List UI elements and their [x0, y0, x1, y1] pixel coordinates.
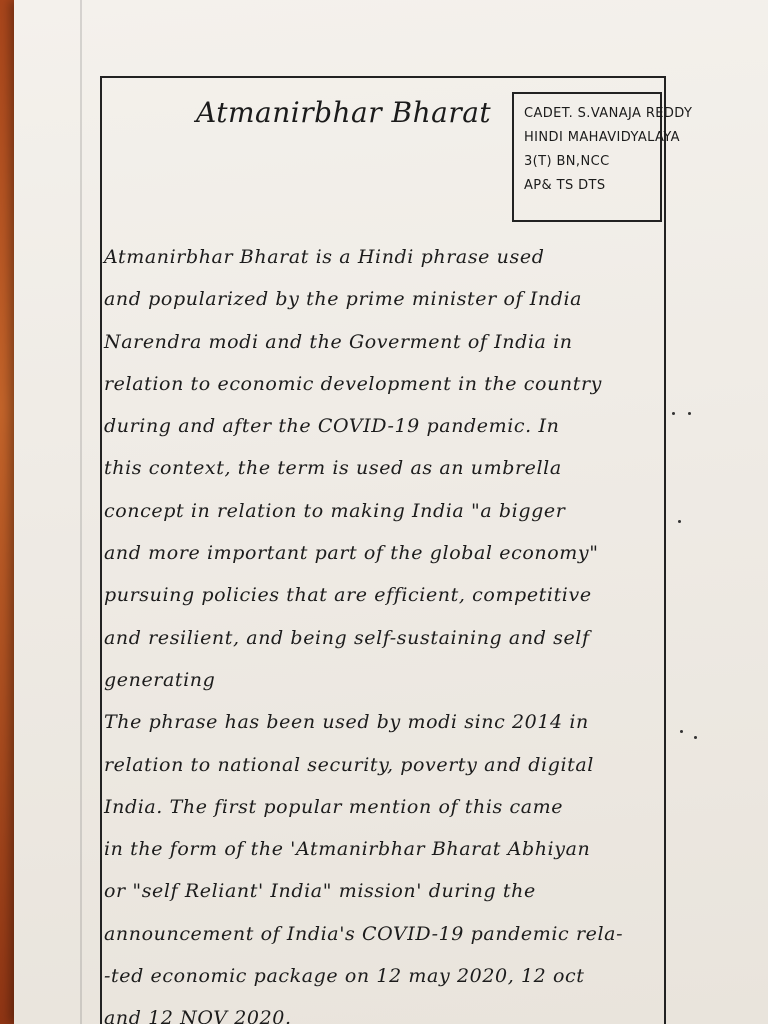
body-line: generating: [104, 668, 216, 691]
body-line: or "self Reliant' India" mission' during the: [104, 880, 536, 903]
margin-dot: [694, 736, 697, 739]
body-line: India. The first popular mention of this came: [104, 795, 564, 818]
page-margin-line: [80, 0, 82, 1024]
cadet-name: CADET. S.VANAJA REDDY: [524, 106, 693, 121]
body-line: concept in relation to making India "a bigger: [104, 499, 566, 522]
body-line: relation to economic development in the country: [104, 372, 602, 395]
body-line: pursuing policies that are efficient, competitive: [104, 584, 592, 607]
margin-dot: [678, 520, 681, 523]
battalion: 3(T) BN,NCC: [524, 154, 610, 169]
margin-dot: [672, 412, 675, 415]
directorate: AP& TS DTS: [524, 178, 606, 193]
body-line: and popularized by the prime minister of India: [104, 288, 583, 311]
essay-body: [104, 236, 664, 1024]
margin-dot: [688, 412, 691, 415]
margin-dot: [680, 730, 683, 733]
body-line: during and after the COVID-19 pandemic. In: [104, 415, 560, 438]
body-line: Narendra modi and the Goverment of India in: [104, 330, 573, 353]
body-line: in the form of the 'Atmanirbhar Bharat Abhiyan: [104, 838, 591, 861]
cadet-info-box: [512, 92, 693, 222]
body-line: The phrase has been used by modi sinc 2014 in: [104, 711, 589, 734]
body-line: announcement of India's COVID-19 pandemic rela-: [104, 922, 624, 945]
body-line: -ted economic package on 12 may 2020, 12 oct: [104, 965, 585, 988]
body-line: this context, the term is used as an umbrella: [104, 457, 562, 480]
body-line: and more important part of the global economy": [104, 542, 599, 565]
body-line: and resilient, and being self-sustaining and self: [104, 626, 590, 649]
body-line: relation to national security, poverty and digital: [104, 753, 594, 776]
body-line: Atmanirbhar Bharat is a Hindi phrase used: [104, 246, 545, 268]
essay-title: Atmanirbhar Bharat: [196, 96, 492, 129]
college-name: HINDI MAHAVIDYALAYA: [524, 130, 680, 145]
body-line: and 12 NOV 2020.: [104, 1007, 292, 1024]
